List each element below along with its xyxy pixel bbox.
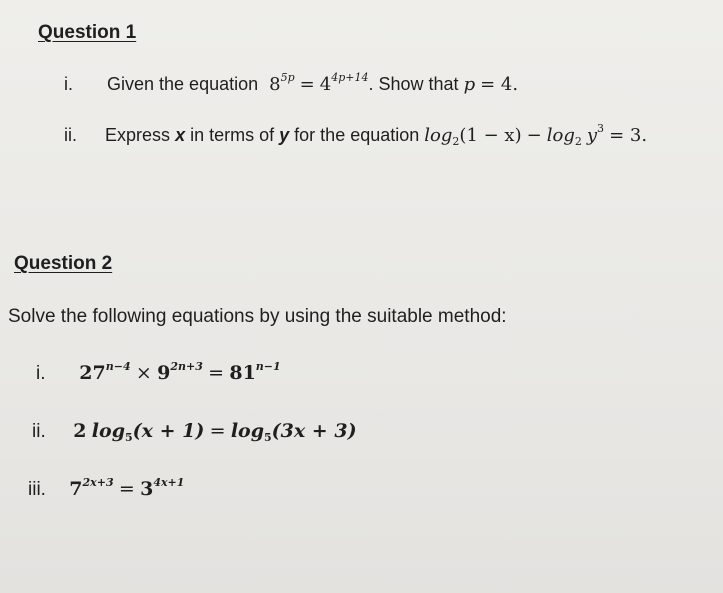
part-number: iii. bbox=[28, 479, 46, 500]
question-2-part-ii bbox=[32, 420, 357, 443]
equation: 2 $\log_5(x + 1) = \log_5(3x + 3)$ bbox=[73, 420, 357, 444]
question-2-part-iii bbox=[28, 478, 184, 501]
equation: $27^{n-4} \times 9^{2n+3} = 81^{n-1}$ bbox=[79, 360, 281, 384]
equation: $\log_2(1 - x) - \log_2 y^3 = 3$. bbox=[424, 122, 648, 148]
equation: $8^{5p} = 4^{4p+14}$ bbox=[269, 71, 369, 95]
question-2-part-i bbox=[36, 362, 281, 385]
part-number: ii. bbox=[64, 125, 77, 145]
question-1-part-i: i. Given the equation $8^{5p} = 4^{4p+14}$. Show that p = 4. bbox=[64, 71, 519, 95]
part-text: Given the equation bbox=[107, 74, 259, 94]
question-1-heading: Question 1 bbox=[38, 22, 137, 43]
question-2-heading: Question 2 bbox=[14, 253, 113, 274]
question-2-intro: Solve the following equations by using the suitable method: bbox=[8, 306, 507, 327]
equation: $7^{2x+3} = 3^{4x+1}$ bbox=[69, 476, 185, 500]
part-number: ii. bbox=[32, 421, 46, 442]
part-number: i. bbox=[64, 74, 73, 94]
question-1-part-ii: ii. Express x in terms of y for the equation $\log_2(1 - x) - \log_2 y^3 = 3$. bbox=[64, 122, 648, 148]
part-text-2: . Show that bbox=[368, 74, 459, 94]
part-number: i. bbox=[36, 363, 46, 384]
